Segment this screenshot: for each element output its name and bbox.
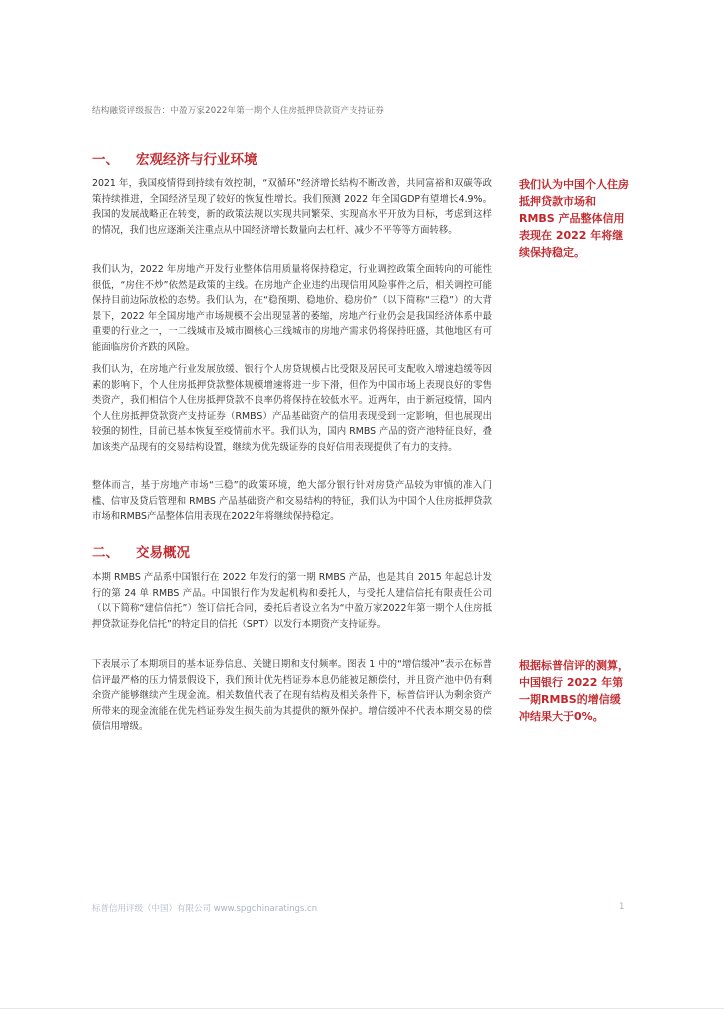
paragraph: 下表展示了本期项目的基本证券信息、关键日期和支付频率。图表 1 中的“增信缓冲”表示在标普信评最严格的压力情景假设下，我们预计优先档证券本息仍能被足额偿付，并且资产池中仍有剩余资产能够继续产生现金流。相关数值代表了在现有结构及相关条件下，标普信评认为剩余资产所带来的现金流能在优先档证券发生损失前为其提供的额外保护。增信缓冲不代表本期交易的偿债信用增级。 bbox=[92, 659, 492, 732]
section-number: 二、 bbox=[92, 545, 119, 561]
section-title-text: 宏观经济与行业环境 bbox=[136, 152, 258, 168]
paragraph: 我们认为，2022 年房地产开发行业整体信用质量将保持稳定，行业调控政策全面转向的可能性很低，“房住不炒”依然是政策的主线。在房地产企业违约出现信用风险事件之后，相关调控可能保持目前边际放松的态势。我们认为，在“稳预期、稳地价、稳房价”（以下简称“三稳”）的大背景下，2022 年全国房地产市场规模不会出现显著的萎缩，房地产行业仍会是我国经济体系中最重要的行业之一，一二线城市及城市圈核心三线城市的房地产需求仍将保持旺盛，其他地区有可能面临房价齐跌的风险。 bbox=[92, 264, 492, 353]
side-note-credit-buffer: 根据标普信评的测算，中国银行 2022 年第一期RMBS的增信缓冲结果大于0%。 bbox=[519, 659, 629, 723]
section-heading-transaction bbox=[92, 541, 190, 561]
divider bbox=[0, 1008, 724, 1009]
footer-company: 标普信用评级（中国）有限公司 www.spgchinaratings.cn bbox=[92, 904, 318, 914]
paragraph: 整体而言，基于房地产市场“三稳”的政策环境，绝大部分银行针对房贷产品较为审慎的准入门槛、信审及贷后管理和 RMBS 产品基础资产和交易结构的特征，我们认为中国个人住房抵押贷款市场和RMBS产品整体信用表现在2022年将继续保持稳定。 bbox=[92, 480, 492, 522]
section-heading-macro bbox=[92, 148, 258, 168]
side-note-outlook: 我们认为中国个人住房抵押贷款市场和 RMBS 产品整体信用表现在 2022 年将继续保持稳定。 bbox=[519, 178, 629, 259]
section-number: 一、 bbox=[92, 152, 119, 168]
section-title-text: 交易概况 bbox=[136, 545, 190, 561]
paragraph: 本期 RMBS 产品系中国银行在 2022 年发行的第一期 RMBS 产品，也是其自 2015 年起总计发行的第 24 单 RMBS 产品。中国银行作为发起机构和委托人，与受托人建信信托有限责任公司（以下简称“建信信托”）签订信托合同，委托后者设立名为“中盈万家2022年第一期个人住房抵押贷款证券化信托”的特定目的信托（SPT）以发行本期资产支持证券。 bbox=[92, 572, 492, 630]
running-header: 结构融资评级报告：中盈万家2022年第一期个人住房抵押贷款资产支持证券 bbox=[92, 106, 385, 116]
paragraph: 我们认为，在房地产行业发展放缓、银行个人房贷规模占比受限及居民可支配收入增速趋缓等因素的影响下，个人住房抵押贷款整体规模增速将进一步下滑，但作为中国市场上表现良好的零售类资产，我们相信个人住房抵押贷款不良率仍将保持在较低水平。近两年，由于新冠疫情，国内个人住房抵押贷款资产支持证券（RMBS）产品基础资产的信用表现受到一定影响，但也展现出较强的韧性，目前已基本恢复至疫情前水平。我们认为，国内 RMBS 产品的资产池特征良好，叠加该类产品现有的交易结构设置，继续为优先级证券的良好信用表现提供了有力的支持。 bbox=[92, 364, 492, 453]
paragraph: 2021 年，我国疫情得到持续有效控制，“双循环”经济增长结构不断改善，共同富裕和双碳等政策持续推进，全国经济呈现了较好的恢复性增长。我们预测 2022 年全国GDP有望增长4.9%。我国的发展战略正在转变，新的政策法规以实现共同繁荣、实现高水平开放为目标，考虑到这样的情况，我们也应逐渐关注重点从中国经济增长数量向去杠杆、减少不平等等方面转移。 bbox=[92, 178, 492, 236]
page-number: 1 bbox=[619, 902, 625, 912]
